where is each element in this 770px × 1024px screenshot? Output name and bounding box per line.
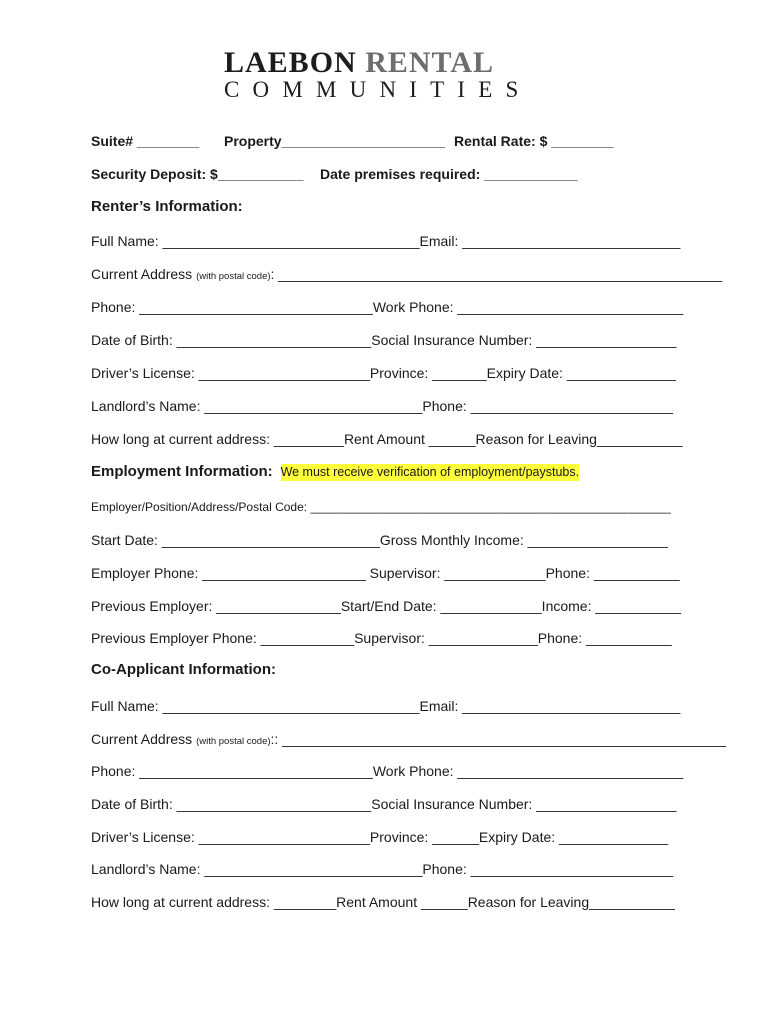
logo-word-rental: RENTAL: [365, 46, 495, 79]
security-deposit-field[interactable]: Security Deposit: $___________: [91, 166, 304, 182]
coapplicant-landlord-line[interactable]: Landlord’s Name: ____________________________Phone: __________________________: [91, 861, 674, 877]
rental-rate-field[interactable]: Rental Rate: $ ________: [454, 133, 614, 149]
employment-heading: Employment Information:: [91, 463, 273, 480]
coapplicant-address-line[interactable]: [91, 731, 726, 750]
address-label: Current Address: [91, 731, 193, 747]
property-field[interactable]: Property_____________________: [224, 133, 446, 149]
renter-dob-line[interactable]: Date of Birth: _________________________Social Insurance Number: __________________: [91, 332, 677, 348]
renter-heading: Renter’s Information:: [91, 198, 243, 215]
renter-full-name-line[interactable]: Full Name: _________________________________Email: ____________________________: [91, 233, 681, 249]
renter-license-line[interactable]: Driver’s License: ______________________Province: _______Expiry Date: ______________: [91, 365, 676, 381]
previous-employer-line[interactable]: Previous Employer: ________________Start/End Date: _____________Income: ___________: [91, 598, 682, 614]
employer-blank[interactable]: : ______________________________________________________: [303, 500, 671, 514]
logo-wordmark: [224, 48, 494, 78]
suite-field[interactable]: Suite# ________: [91, 133, 200, 149]
address-label: Current Address: [91, 266, 193, 282]
address-note: (with postal code): [196, 736, 271, 747]
employer-label: Employer/Position/Address/Postal Code: [91, 500, 304, 514]
address-blank[interactable]: :: _________________________________________________________: [270, 731, 726, 747]
address-blank[interactable]: : _________________________________________________________: [270, 266, 723, 282]
verification-note: We must receive verification of employment/paystubs.: [280, 465, 580, 479]
coapplicant-full-name-line[interactable]: Full Name: _________________________________Email: ____________________________: [91, 698, 681, 714]
renter-landlord-line[interactable]: Landlord’s Name: ____________________________Phone: __________________________: [91, 398, 674, 414]
address-note: (with postal code): [196, 271, 271, 282]
employer-line[interactable]: [91, 499, 671, 515]
renter-phone-line[interactable]: Phone: ______________________________Work Phone: _____________________________: [91, 299, 684, 315]
previous-employer-phone-line[interactable]: Previous Employer Phone: ____________Supervisor: ______________Phone: ___________: [91, 630, 672, 646]
employment-heading-row: [91, 463, 579, 480]
coapplicant-dob-line[interactable]: Date of Birth: _________________________Social Insurance Number: __________________: [91, 796, 677, 812]
coapplicant-how-long-line[interactable]: How long at current address: ________Rent Amount ______Reason for Leaving___________: [91, 894, 675, 910]
logo-word-communities: COMMUNITIES: [224, 77, 532, 102]
renter-address-line[interactable]: [91, 266, 722, 285]
coapplicant-phone-line[interactable]: Phone: ______________________________Work Phone: _____________________________: [91, 763, 684, 779]
renter-how-long-line[interactable]: How long at current address: _________Rent Amount ______Reason for Leaving___________: [91, 431, 683, 447]
date-required-field[interactable]: Date premises required: ____________: [320, 166, 578, 182]
start-date-line[interactable]: Start Date: ____________________________Gross Monthly Income: __________________: [91, 532, 668, 548]
employer-phone-line[interactable]: Employer Phone: _____________________ Supervisor: _____________Phone: ___________: [91, 565, 680, 581]
coapplicant-license-line[interactable]: Driver’s License: ______________________Province: ______Expiry Date: ______________: [91, 829, 669, 845]
coapplicant-heading: Co-Applicant Information:: [91, 661, 276, 678]
logo-word-laebon: LAEBON: [224, 46, 357, 79]
